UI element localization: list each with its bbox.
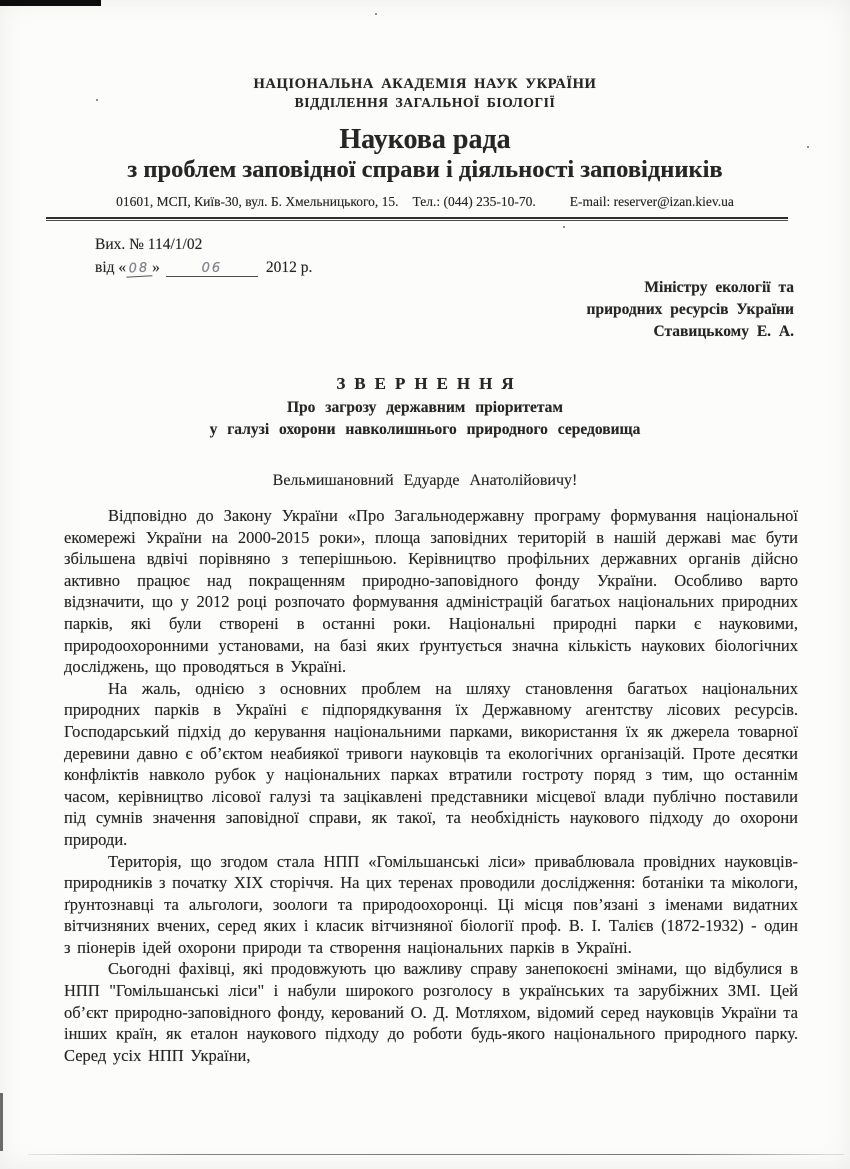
outgoing-date-line: [95, 259, 312, 277]
contact-phone: Тел.: (044) 235-10-70.: [412, 194, 536, 209]
date-year: 2012 р.: [265, 259, 313, 276]
contact-line: [0, 194, 850, 210]
body-paragraph: Сьогодні фахівці, які продовжують цю важливу справу занепокоєні змінами, що відбулися в НПП "Гомільшанські ліси" і набули широкого розголосу в українських та зарубіжних ЗМІ. Цей об’єкт природно-заповідного фонду, керований О. Д. Мотляхом, відомий серед науковців України та інших країн, як еталон наукового підходу до роботи будь-якого національного природного парку. Серед усіх НПП України,: [64, 959, 798, 1065]
letterhead-divider-rule: [46, 217, 788, 221]
outgoing-number: Вих. № 114/1/02: [95, 236, 203, 253]
document-type-title: ЗВЕРНЕННЯ: [336, 374, 523, 393]
handwritten-day: 08: [126, 260, 153, 277]
scan-speck: [563, 226, 565, 228]
date-prefix: від «: [95, 259, 127, 276]
contact-email: E-mail: reserver@izan.kiev.ua: [569, 194, 734, 209]
salutation: Вельмишановний Едуарде Анатолійовичу!: [272, 472, 578, 489]
body-paragraph: На жаль, однією з основних проблем на шляху становлення багатьох національних природних парків в Україні є підпорядкування їх Державному агентству лісових ресурсів. Господарський підхід до керування національними парками, використання їх як джерела товарної деревини давно є об’єктом неабиякої тривоги науковців та екологічних організацій. Проте десятки конфліктів навколо рубок у національних парках втратили гостроту поряд з тим, що останнім часом, керівництво лісової галузі та зацікавлені представники місцевої влади публічно поставили під сумнів значення заповідної справи, як такої, та необхідність наукового підходу до охорони природи.: [64, 678, 798, 849]
subject-block: [0, 374, 850, 438]
organization-department: ВІДДІЛЕННЯ ЗАГАЛЬНОЇ БІОЛОГІЇ: [294, 95, 556, 110]
recipient-line: Міністру екології та: [644, 279, 794, 296]
scan-artifact-left-strip: [0, 1093, 3, 1151]
council-subtitle: з проблем заповідної справи і діяльності заповідників: [127, 156, 723, 183]
body-paragraph: Відповідно до Закону України «Про Загальнодержавну програму формування національної екомережі України на 2000-2015 роки», площа заповідних територій в нашій державі має бути збільшена вдвічі порівняно з теперішньою. Керівництво профільних державних органів дійсно активно працює над покращенням природно-заповідного фонду України. Особливо варто відзначити, що у 2012 році розпочато формування адміністрацій багатьох національних природних парків, які були створені в останні роки. Національні природні парки є науковими, природоохоронними установами, на базі яких ґрунтується значна кількість наукових біологічних досліджень, що проводяться в Україні.: [64, 506, 798, 677]
body-paragraph: Територія, що згодом стала НПП «Гомільшанські ліси» приваблювала провідних науковців-природників з початку XIX сторіччя. На цих теренах проводили дослідження: ботаніки та мікологи, ґрунтознавці та альгологи, зоологи та природоохоронці. Ці місця пов’язані з іменами видатних вітчизняних вчених, серед яких і класик вітчизняної біології проф. В. І. Талієв (1872-1932) - один з піонерів ідей охорони природи та створення національних парків в Україні.: [64, 851, 798, 957]
date-close-quote: »: [152, 259, 160, 276]
subject-line: Про загрозу державним пріоритетам: [287, 399, 563, 416]
organization-name: НАЦІОНАЛЬНА АКАДЕМІЯ НАУК УКРАЇНИ: [253, 76, 597, 92]
handwritten-month: 06: [166, 261, 258, 277]
scan-artifact-top-bar: [0, 0, 101, 6]
contact-address: 01601, МСП, Київ-30, вул. Б. Хмельницького, 15.: [116, 194, 399, 209]
scan-speck: [375, 13, 377, 15]
recipient-block: [587, 277, 794, 343]
recipient-line: природних ресурсів України: [586, 301, 794, 318]
recipient-line: Ставицькому Е. А.: [653, 323, 794, 340]
council-title: Наукова рада: [339, 124, 511, 155]
subject-line: у галузі охорони навколишнього природного середовища: [209, 421, 641, 438]
scan-artifact-bottom-edge-line: [28, 1154, 844, 1155]
letter-body: [64, 505, 798, 1066]
